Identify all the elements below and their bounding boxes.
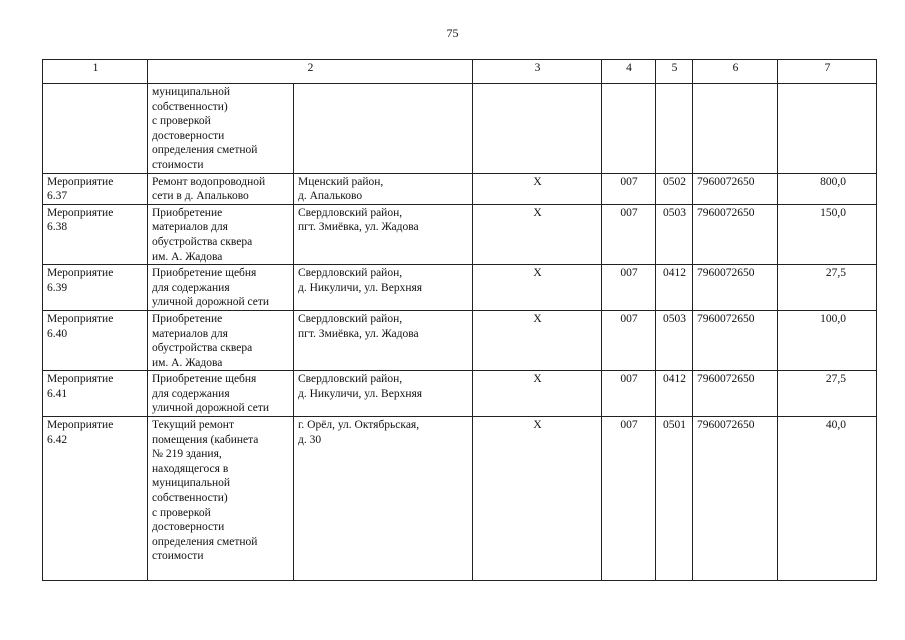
col3-cell: X <box>473 204 602 264</box>
header-cell-6: 6 <box>693 60 778 84</box>
title-cell: Приобретение материалов для обустройства сквера им. А. Жадова <box>148 204 294 264</box>
id-cell: Мероприятие 6.38 <box>43 204 148 264</box>
col7-cell: 40,0 <box>778 417 877 581</box>
col3-cell: X <box>473 417 602 581</box>
col7-cell: 27,5 <box>778 265 877 311</box>
header-cell-3: 3 <box>473 60 602 84</box>
header-cell-1: 1 <box>43 60 148 84</box>
col6-cell: 7960072650 <box>693 371 778 417</box>
col4-cell: 007 <box>602 371 656 417</box>
table-row <box>43 265 877 311</box>
page-number: 75 <box>446 26 459 40</box>
col6-cell: 7960072650 <box>693 417 778 581</box>
header-cell-4: 4 <box>602 60 656 84</box>
table-row <box>43 204 877 264</box>
table-row <box>43 417 877 581</box>
col4-cell: 007 <box>602 204 656 264</box>
table-row <box>43 173 877 204</box>
col6-cell <box>693 84 778 174</box>
budget-table <box>42 59 877 581</box>
col7-cell: 27,5 <box>778 371 877 417</box>
header-cell-5: 5 <box>656 60 693 84</box>
place-cell <box>294 84 473 174</box>
id-cell: Мероприятие 6.37 <box>43 173 148 204</box>
col5-cell: 0502 <box>656 173 693 204</box>
col5-cell: 0503 <box>656 204 693 264</box>
col3-cell: X <box>473 371 602 417</box>
col7-cell: 800,0 <box>778 173 877 204</box>
col5-cell: 0412 <box>656 265 693 311</box>
col5-cell: 0501 <box>656 417 693 581</box>
col5-cell: 0503 <box>656 310 693 370</box>
table-row <box>43 310 877 370</box>
title-cell: Приобретение материалов для обустройства сквера им. А. Жадова <box>148 310 294 370</box>
id-cell: Мероприятие 6.41 <box>43 371 148 417</box>
title-cell: Приобретение щебня для содержания уличной дорожной сети <box>148 265 294 311</box>
id-cell: Мероприятие 6.39 <box>43 265 148 311</box>
col7-cell <box>778 84 877 174</box>
title-cell: Приобретение щебня для содержания уличной дорожной сети <box>148 371 294 417</box>
title-cell: Текущий ремонт помещения (кабинета № 219 здания, находящегося в муниципальной собственности) с проверкой достоверности определения сметной стоимости <box>148 417 294 581</box>
place-cell: г. Орёл, ул. Октябрьская, д. 30 <box>294 417 473 581</box>
col3-cell: X <box>473 173 602 204</box>
id-cell: Мероприятие 6.42 <box>43 417 148 581</box>
col6-cell: 7960072650 <box>693 265 778 311</box>
col6-cell: 7960072650 <box>693 173 778 204</box>
col4-cell: 007 <box>602 265 656 311</box>
header-cell-2: 2 <box>148 60 473 84</box>
header-row <box>43 60 877 84</box>
col7-cell: 100,0 <box>778 310 877 370</box>
place-cell: Свердловский район, пгт. Змиёвка, ул. Жадова <box>294 204 473 264</box>
table-row <box>43 371 877 417</box>
col4-cell <box>602 84 656 174</box>
col5-cell <box>656 84 693 174</box>
id-cell <box>43 84 148 174</box>
place-cell: Свердловский район, д. Никуличи, ул. Верхняя <box>294 265 473 311</box>
col3-cell <box>473 84 602 174</box>
col6-cell: 7960072650 <box>693 204 778 264</box>
col5-cell: 0412 <box>656 371 693 417</box>
col4-cell: 007 <box>602 310 656 370</box>
col3-cell: X <box>473 265 602 311</box>
place-cell: Мценский район, д. Апальково <box>294 173 473 204</box>
header-cell-7: 7 <box>778 60 877 84</box>
col4-cell: 007 <box>602 173 656 204</box>
continuation-row <box>43 84 877 174</box>
title-cell: Ремонт водопроводной сети в д. Апальково <box>148 173 294 204</box>
place-cell: Свердловский район, пгт. Змиёвка, ул. Жадова <box>294 310 473 370</box>
place-cell: Свердловский район, д. Никуличи, ул. Верхняя <box>294 371 473 417</box>
col6-cell: 7960072650 <box>693 310 778 370</box>
col3-cell: X <box>473 310 602 370</box>
col4-cell: 007 <box>602 417 656 581</box>
title-cell: муниципальной собственности) с проверкой достоверности определения сметной стоимости <box>148 84 294 174</box>
id-cell: Мероприятие 6.40 <box>43 310 148 370</box>
col7-cell: 150,0 <box>778 204 877 264</box>
